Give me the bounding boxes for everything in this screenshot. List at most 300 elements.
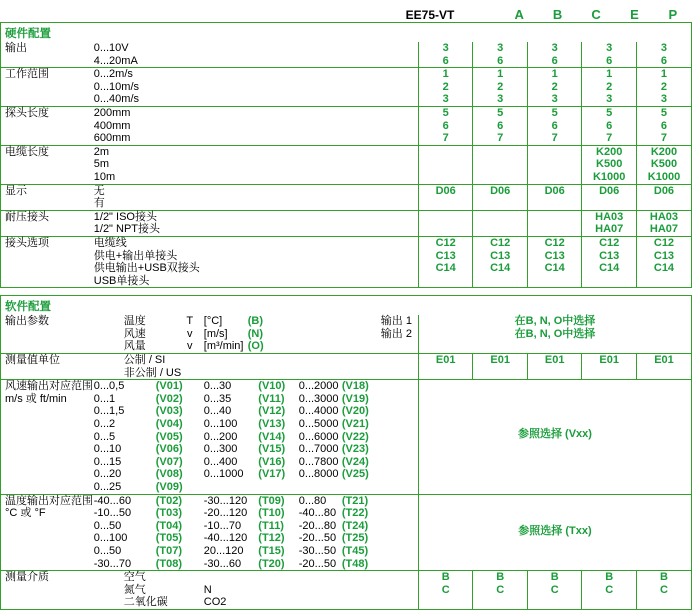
range: 0...300 bbox=[203, 443, 238, 456]
code: 3 bbox=[660, 42, 668, 54]
row-label bbox=[1, 494, 94, 571]
column-header-c: C bbox=[591, 7, 601, 22]
range: 0...80 bbox=[298, 494, 327, 507]
velocity-label: 风速输出对应范围 bbox=[5, 380, 93, 393]
range: 0...200 bbox=[203, 430, 238, 443]
range: 0...0,5 bbox=[93, 380, 125, 393]
range: 0...6000 bbox=[298, 430, 339, 443]
range: -30...50 bbox=[298, 544, 337, 557]
code: (V21) bbox=[341, 418, 369, 431]
param-code: (O) bbox=[247, 340, 264, 353]
code: 3 bbox=[497, 42, 504, 54]
code: (V19) bbox=[341, 392, 369, 405]
range: 0...35 bbox=[203, 392, 232, 405]
range: 0...4000 bbox=[298, 405, 339, 418]
row-options bbox=[94, 236, 297, 287]
code: (T08) bbox=[155, 557, 183, 570]
range: 0...8000 bbox=[298, 468, 339, 481]
option-desc: 氮气 bbox=[123, 583, 146, 596]
code: B bbox=[441, 571, 450, 584]
code: (T11) bbox=[258, 519, 284, 532]
code: (T22) bbox=[341, 507, 369, 520]
code-cell bbox=[582, 106, 637, 145]
code: 6 bbox=[551, 54, 558, 67]
code: 2 bbox=[551, 80, 558, 93]
range: 0...400 bbox=[203, 455, 238, 468]
row-options bbox=[94, 106, 297, 145]
code-cell bbox=[473, 236, 528, 287]
range: -10...50 bbox=[93, 507, 132, 520]
range: 0...15 bbox=[93, 455, 122, 468]
code: C14 bbox=[653, 262, 675, 275]
code: C14 bbox=[599, 262, 620, 275]
row-label: 输出参数 bbox=[1, 315, 94, 353]
row-label bbox=[1, 380, 94, 494]
code-cell bbox=[527, 68, 582, 107]
code-cell bbox=[418, 145, 473, 184]
code-cell bbox=[473, 106, 528, 145]
code: (V15) bbox=[258, 443, 286, 456]
row-label: 输出 bbox=[1, 42, 94, 68]
range: -20...50 bbox=[298, 557, 337, 570]
code-cell bbox=[473, 571, 528, 609]
table-row bbox=[1, 145, 691, 184]
software-section-title: 软件配置 bbox=[5, 301, 51, 314]
range: 0...100 bbox=[93, 532, 128, 545]
code: E01 bbox=[654, 354, 674, 367]
range: -30...70 bbox=[93, 557, 132, 570]
code-cell bbox=[527, 354, 582, 380]
code-cell bbox=[418, 354, 473, 380]
code: (V16) bbox=[258, 455, 286, 468]
code: 3 bbox=[551, 93, 558, 106]
code: (T02) bbox=[155, 494, 183, 507]
medium-options bbox=[94, 571, 297, 609]
code: 2 bbox=[442, 80, 449, 93]
code-cell bbox=[418, 184, 473, 210]
code-cell bbox=[636, 210, 691, 236]
code-cell bbox=[527, 42, 582, 68]
code: 1 bbox=[551, 68, 558, 81]
table-row bbox=[1, 354, 691, 380]
param-unit: [°C] bbox=[203, 315, 223, 328]
code: 6 bbox=[606, 119, 613, 132]
option-desc: 无 bbox=[93, 184, 105, 197]
temperature-note-cell bbox=[418, 494, 691, 571]
code: 5 bbox=[551, 106, 558, 119]
code: 6 bbox=[551, 119, 558, 132]
option-desc: 1/2" NPT接头 bbox=[93, 223, 161, 236]
code: C bbox=[550, 583, 559, 596]
code: (T15) bbox=[258, 544, 285, 557]
code: 1 bbox=[442, 68, 449, 81]
range: 0...30 bbox=[203, 380, 232, 393]
code-cell bbox=[582, 145, 637, 184]
code-cell bbox=[418, 42, 473, 68]
code-cell bbox=[473, 354, 528, 380]
code: C bbox=[496, 583, 505, 596]
code-cell bbox=[418, 210, 473, 236]
code: C13 bbox=[435, 249, 456, 262]
code: (V02) bbox=[155, 392, 183, 405]
code-cell bbox=[527, 236, 582, 287]
code: (T10) bbox=[258, 507, 285, 520]
table-row bbox=[1, 42, 691, 68]
code-cell bbox=[582, 184, 637, 210]
code: (T07) bbox=[155, 544, 183, 557]
code: (V04) bbox=[155, 418, 183, 431]
range: 0...40 bbox=[203, 405, 232, 418]
range: 0...100 bbox=[203, 418, 238, 431]
code-cell bbox=[582, 571, 637, 609]
option-desc: 4...20mA bbox=[93, 54, 138, 67]
code-cell bbox=[527, 571, 582, 609]
code: (V24) bbox=[341, 455, 369, 468]
code: (V10) bbox=[258, 380, 286, 393]
output-selection-cell bbox=[418, 315, 691, 353]
code: C bbox=[605, 583, 614, 596]
code: (V22) bbox=[341, 430, 369, 443]
temperature-note: 参照选择 (Txx) bbox=[518, 524, 592, 537]
code: (V20) bbox=[341, 405, 369, 418]
table-row bbox=[1, 315, 691, 353]
code: 7 bbox=[606, 132, 613, 145]
option-desc: 空气 bbox=[123, 571, 146, 584]
code: (V17) bbox=[258, 468, 286, 481]
code: (T05) bbox=[155, 532, 183, 545]
code: 3 bbox=[606, 42, 613, 54]
option-desc: 1/2" ISO接头 bbox=[93, 210, 157, 223]
code-cell bbox=[636, 354, 691, 380]
code: D06 bbox=[490, 184, 511, 197]
code: C12 bbox=[490, 236, 511, 249]
param-name: 温度 bbox=[123, 315, 146, 328]
output2-label: 输出 2 bbox=[380, 327, 412, 340]
code-cell bbox=[473, 68, 528, 107]
range: -30...60 bbox=[203, 557, 242, 570]
code: (V09) bbox=[155, 481, 183, 493]
row-options bbox=[94, 42, 297, 68]
option-desc: 有 bbox=[93, 197, 105, 210]
table-row bbox=[1, 236, 691, 287]
code: (V12) bbox=[258, 405, 286, 418]
range: 0...3000 bbox=[298, 392, 339, 405]
code-cell bbox=[418, 106, 473, 145]
range: 0...2000 bbox=[298, 380, 339, 393]
output1-label: 输出 1 bbox=[380, 315, 412, 328]
code-cell bbox=[582, 354, 637, 380]
code: 3 bbox=[551, 42, 558, 54]
table-header bbox=[0, 0, 692, 22]
velocity-note-cell bbox=[418, 380, 691, 494]
range: -20...50 bbox=[298, 532, 337, 545]
velocity-note: 参照选择 (Vxx) bbox=[517, 428, 592, 441]
code: C12 bbox=[653, 236, 675, 249]
velocity-col-2 bbox=[204, 380, 299, 493]
code: (T25) bbox=[341, 532, 369, 545]
column-header-a: A bbox=[514, 7, 524, 22]
option-desc: 供电+输出单接头 bbox=[93, 249, 178, 262]
velocity-col-3 bbox=[299, 380, 374, 493]
range: -20...80 bbox=[298, 519, 337, 532]
code: 5 bbox=[606, 106, 613, 119]
model-title: EE75-VT bbox=[405, 8, 455, 22]
option-symbol: N bbox=[203, 583, 212, 596]
code: B bbox=[550, 571, 559, 584]
code: (V05) bbox=[155, 430, 183, 443]
code-cell bbox=[636, 68, 691, 107]
code: (T48) bbox=[341, 557, 369, 570]
code: (V14) bbox=[258, 430, 286, 443]
code: (V13) bbox=[258, 418, 286, 431]
code: (V25) bbox=[341, 468, 369, 481]
code-cell bbox=[582, 68, 637, 107]
temperature-sublabel: °C 或 °F bbox=[5, 507, 46, 520]
code: (T12) bbox=[258, 532, 285, 545]
code: B bbox=[605, 571, 614, 584]
output-labels bbox=[297, 315, 419, 353]
code-cell bbox=[636, 42, 691, 68]
param-symbol: T bbox=[186, 315, 194, 328]
param-code: (N) bbox=[247, 327, 264, 340]
code-cell bbox=[473, 210, 528, 236]
range: 0...1000 bbox=[203, 468, 244, 481]
code: 2 bbox=[606, 80, 613, 93]
hardware-table bbox=[1, 42, 691, 287]
option-desc: 非公制 / US bbox=[123, 366, 182, 379]
param-symbol: v bbox=[187, 327, 193, 340]
code: C13 bbox=[653, 249, 675, 262]
code: (V01) bbox=[155, 380, 183, 393]
option-desc: 0...10m/s bbox=[93, 80, 140, 93]
code: 1 bbox=[660, 68, 668, 81]
param-unit: [m³/min] bbox=[203, 340, 244, 353]
code-cell bbox=[527, 184, 582, 210]
code: 6 bbox=[442, 54, 449, 67]
code: C12 bbox=[435, 236, 456, 249]
row-label: 探头长度 bbox=[1, 106, 94, 145]
code: 3 bbox=[660, 93, 668, 106]
code-cell bbox=[418, 236, 473, 287]
option-desc: 2m bbox=[93, 145, 110, 158]
code: E01 bbox=[544, 354, 565, 367]
code-cell bbox=[527, 145, 582, 184]
code: 3 bbox=[606, 93, 613, 106]
code-cell bbox=[527, 210, 582, 236]
column-header-b: B bbox=[552, 7, 563, 22]
row-label: 测量介质 bbox=[5, 571, 49, 584]
code-cell bbox=[473, 184, 528, 210]
option-desc: 10m bbox=[93, 170, 116, 183]
code: E01 bbox=[435, 354, 456, 367]
code: K500 bbox=[596, 158, 623, 171]
param-symbol: v bbox=[187, 340, 193, 353]
param-name: 风量 bbox=[123, 340, 146, 353]
row-label: 电缆长度 bbox=[1, 145, 94, 184]
temperature-col-3 bbox=[299, 495, 374, 571]
range: 0...25 bbox=[93, 481, 122, 493]
range: 0...1,5 bbox=[93, 405, 125, 418]
code: C bbox=[660, 583, 668, 596]
code: E01 bbox=[490, 354, 510, 367]
temperature-ranges bbox=[94, 494, 419, 571]
code: (T09) bbox=[258, 494, 285, 507]
velocity-ranges bbox=[94, 380, 419, 494]
code: K1000 bbox=[647, 170, 681, 183]
row-label: 工作范围 bbox=[1, 68, 94, 107]
param-code: (B) bbox=[247, 315, 264, 328]
hardware-section-title: 硬件配置 bbox=[5, 28, 51, 40]
option-desc: USB单接头 bbox=[93, 274, 150, 287]
range: 0...2 bbox=[93, 418, 116, 431]
option-desc: 5m bbox=[93, 158, 110, 171]
row-label: 测量值单位 bbox=[1, 354, 94, 380]
code: (V11) bbox=[258, 392, 285, 405]
code: (V23) bbox=[341, 443, 369, 456]
row-options bbox=[94, 184, 297, 210]
code: D06 bbox=[544, 184, 565, 197]
temperature-col-1 bbox=[94, 495, 204, 571]
code-cell bbox=[582, 42, 637, 68]
code: HA07 bbox=[595, 223, 624, 236]
code-cell bbox=[582, 236, 637, 287]
range: 0...50 bbox=[93, 519, 122, 532]
code: 2 bbox=[497, 80, 504, 93]
code: 2 bbox=[660, 80, 668, 93]
code: 3 bbox=[442, 42, 449, 54]
code-cell bbox=[473, 145, 528, 184]
software-table bbox=[1, 315, 691, 609]
code: 7 bbox=[551, 132, 558, 145]
option-desc: 0...40m/s bbox=[93, 93, 140, 106]
code: (T03) bbox=[155, 507, 183, 520]
range: 0...7000 bbox=[298, 443, 339, 456]
code: 7 bbox=[497, 132, 504, 145]
code: C13 bbox=[599, 249, 620, 262]
option-desc: 0...2m/s bbox=[93, 68, 133, 81]
range: 0...1 bbox=[93, 392, 116, 405]
range: -20...120 bbox=[203, 507, 248, 520]
range: 0...5 bbox=[93, 430, 116, 443]
code: D06 bbox=[653, 184, 675, 197]
code: K1000 bbox=[592, 170, 626, 183]
code: E01 bbox=[599, 354, 619, 367]
code: 7 bbox=[442, 132, 449, 145]
code-cell bbox=[636, 145, 691, 184]
option-desc: 400mm bbox=[93, 119, 131, 132]
velocity-sublabel: m/s 或 ft/min bbox=[5, 392, 67, 405]
code: 6 bbox=[442, 119, 449, 132]
option-desc: 0...10V bbox=[93, 42, 129, 54]
code-cell bbox=[636, 184, 691, 210]
code: (T04) bbox=[155, 519, 183, 532]
code: 5 bbox=[442, 106, 449, 119]
code: D06 bbox=[435, 184, 456, 197]
row-options bbox=[94, 68, 297, 107]
code: C12 bbox=[599, 236, 620, 249]
velocity-col-1 bbox=[94, 380, 204, 493]
row-label: 接头选项 bbox=[5, 236, 49, 249]
output2-value: 在B, N, O中选择 bbox=[514, 327, 596, 340]
code-cell bbox=[418, 571, 473, 609]
code-cell bbox=[473, 42, 528, 68]
code: (V08) bbox=[155, 468, 183, 481]
option-desc: 二氧化碳 bbox=[123, 596, 168, 609]
code: 1 bbox=[497, 68, 504, 81]
code-cell bbox=[527, 106, 582, 145]
table-row bbox=[1, 380, 691, 494]
column-header-p: P bbox=[668, 7, 678, 22]
code: C14 bbox=[435, 262, 456, 275]
code: (T21) bbox=[341, 494, 369, 507]
row-options bbox=[94, 210, 297, 236]
code-cell bbox=[582, 210, 637, 236]
range: -40...60 bbox=[93, 494, 132, 507]
range: 0...7800 bbox=[298, 455, 339, 468]
code: B bbox=[496, 571, 505, 584]
code: (T45) bbox=[341, 544, 369, 557]
temperature-label: 温度输出对应范围 bbox=[5, 494, 93, 507]
option-symbol: CO2 bbox=[203, 596, 227, 609]
code: D06 bbox=[599, 184, 620, 197]
code-cell bbox=[636, 106, 691, 145]
option-desc: 公制 / SI bbox=[123, 354, 166, 367]
code-cell bbox=[636, 236, 691, 287]
code: 6 bbox=[497, 54, 504, 67]
code: C bbox=[441, 583, 450, 596]
code-cell bbox=[418, 68, 473, 107]
software-config-section bbox=[0, 295, 692, 610]
code: 6 bbox=[660, 54, 668, 67]
range: -40...120 bbox=[203, 532, 248, 545]
code: (V18) bbox=[341, 380, 369, 393]
code: (V06) bbox=[155, 443, 183, 456]
range: 20...120 bbox=[203, 544, 244, 557]
table-row bbox=[1, 106, 691, 145]
range: 0...5000 bbox=[298, 418, 339, 431]
code: (T20) bbox=[258, 557, 285, 570]
column-header-e: E bbox=[630, 7, 639, 22]
table-row bbox=[1, 210, 691, 236]
code: 6 bbox=[660, 119, 668, 132]
range: 0...10 bbox=[93, 443, 122, 456]
option-desc: 供电输出+USB双接头 bbox=[93, 262, 200, 275]
code: C13 bbox=[544, 249, 565, 262]
code: C14 bbox=[544, 262, 565, 275]
row-options bbox=[94, 354, 297, 380]
code: K200 bbox=[596, 145, 623, 158]
code: HA03 bbox=[649, 210, 679, 223]
code: (V03) bbox=[155, 405, 183, 418]
code: 6 bbox=[497, 119, 504, 132]
param-names bbox=[94, 315, 297, 353]
temperature-col-2 bbox=[204, 495, 299, 571]
option-desc: 电缆线 bbox=[93, 236, 127, 249]
option-desc: 200mm bbox=[93, 106, 131, 119]
code-cell bbox=[636, 571, 691, 609]
code: 6 bbox=[606, 54, 613, 67]
code: 7 bbox=[660, 132, 668, 145]
code: C13 bbox=[490, 249, 511, 262]
param-name: 风速 bbox=[123, 327, 146, 340]
code: HA03 bbox=[595, 210, 624, 223]
code: (V07) bbox=[155, 455, 183, 468]
row-label: 耐压接头 bbox=[1, 210, 94, 236]
column-headers bbox=[500, 7, 692, 22]
table-row bbox=[1, 494, 691, 571]
code: 1 bbox=[606, 68, 613, 81]
code: HA07 bbox=[649, 223, 679, 236]
